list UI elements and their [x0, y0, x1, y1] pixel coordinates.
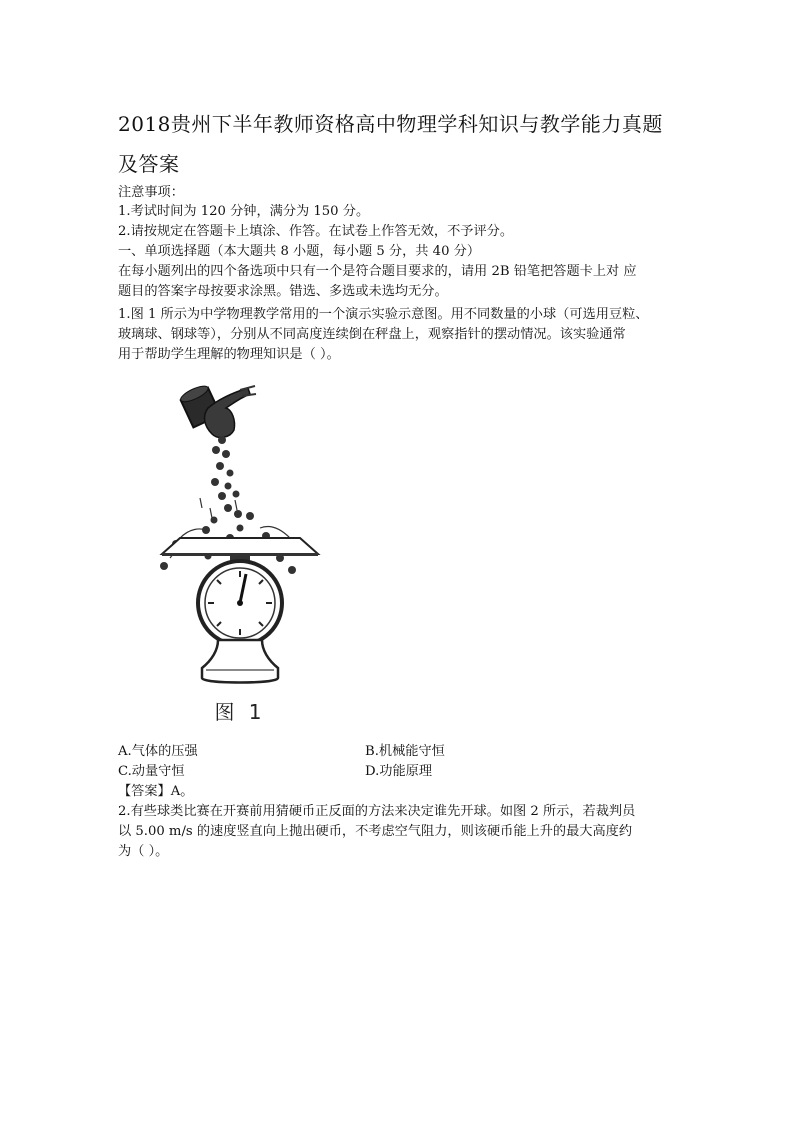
- option-d: D.功能原理: [365, 764, 433, 779]
- figure-1-scale-experiment: [140, 378, 340, 728]
- section-heading: 一、单项选择题（本大题共 8 小题，每小题 5 分，共 40 分）: [118, 244, 481, 259]
- option-c: C.动量守恒: [118, 764, 185, 779]
- question-2-text: 2.有些球类比赛在开赛前用猜硬币正反面的方法来决定谁先开球。如图 2 所示，若裁判员: [118, 804, 636, 819]
- figure-1-caption: 图 1: [214, 700, 266, 724]
- section-instructions: 题目的答案字母按要求涂黑。错选、多选或未选均无分。: [118, 284, 448, 299]
- note-item: 2.请按规定在答题卡上填涂、作答。在试卷上作答无效，不予评分。: [118, 224, 514, 239]
- option-a: A.气体的压强: [118, 744, 198, 759]
- option-b: B.机械能守恒: [365, 744, 445, 759]
- section-instructions: 在每小题列出的四个备选项中只有一个是符合题目要求的，请用 2B 铅笔把答题卡上对 应: [118, 264, 637, 279]
- question-1-text: 用于帮助学生理解的物理知识是（ ）。: [118, 347, 340, 362]
- question-1-text: 玻璃球、钢球等），分别从不同高度连续倒在秤盘上，观察指针的摆动情况。该实验通常: [118, 327, 626, 342]
- note-item: 1.考试时间为 120 分钟，满分为 150 分。: [118, 204, 370, 219]
- question-2-text: 为（ ）。: [118, 844, 169, 859]
- document-title: 2018贵州下半年教师资格高中物理学科知识与教学能力真题及答案: [118, 112, 663, 176]
- question-1-answer: 【答案】A。: [118, 784, 194, 799]
- question-1-text: 1.图 1 所示为中学物理教学常用的一个演示实验示意图。用不同数量的小球（可选用豆粒、: [118, 307, 649, 322]
- notes-heading: 注意事项：: [118, 185, 184, 200]
- question-2-text: 以 5.00 m/s 的速度竖直向上抛出硬币，不考虑空气阻力，则该硬币能上升的最大高度约: [118, 824, 633, 839]
- scale-illustration-icon: [140, 378, 340, 698]
